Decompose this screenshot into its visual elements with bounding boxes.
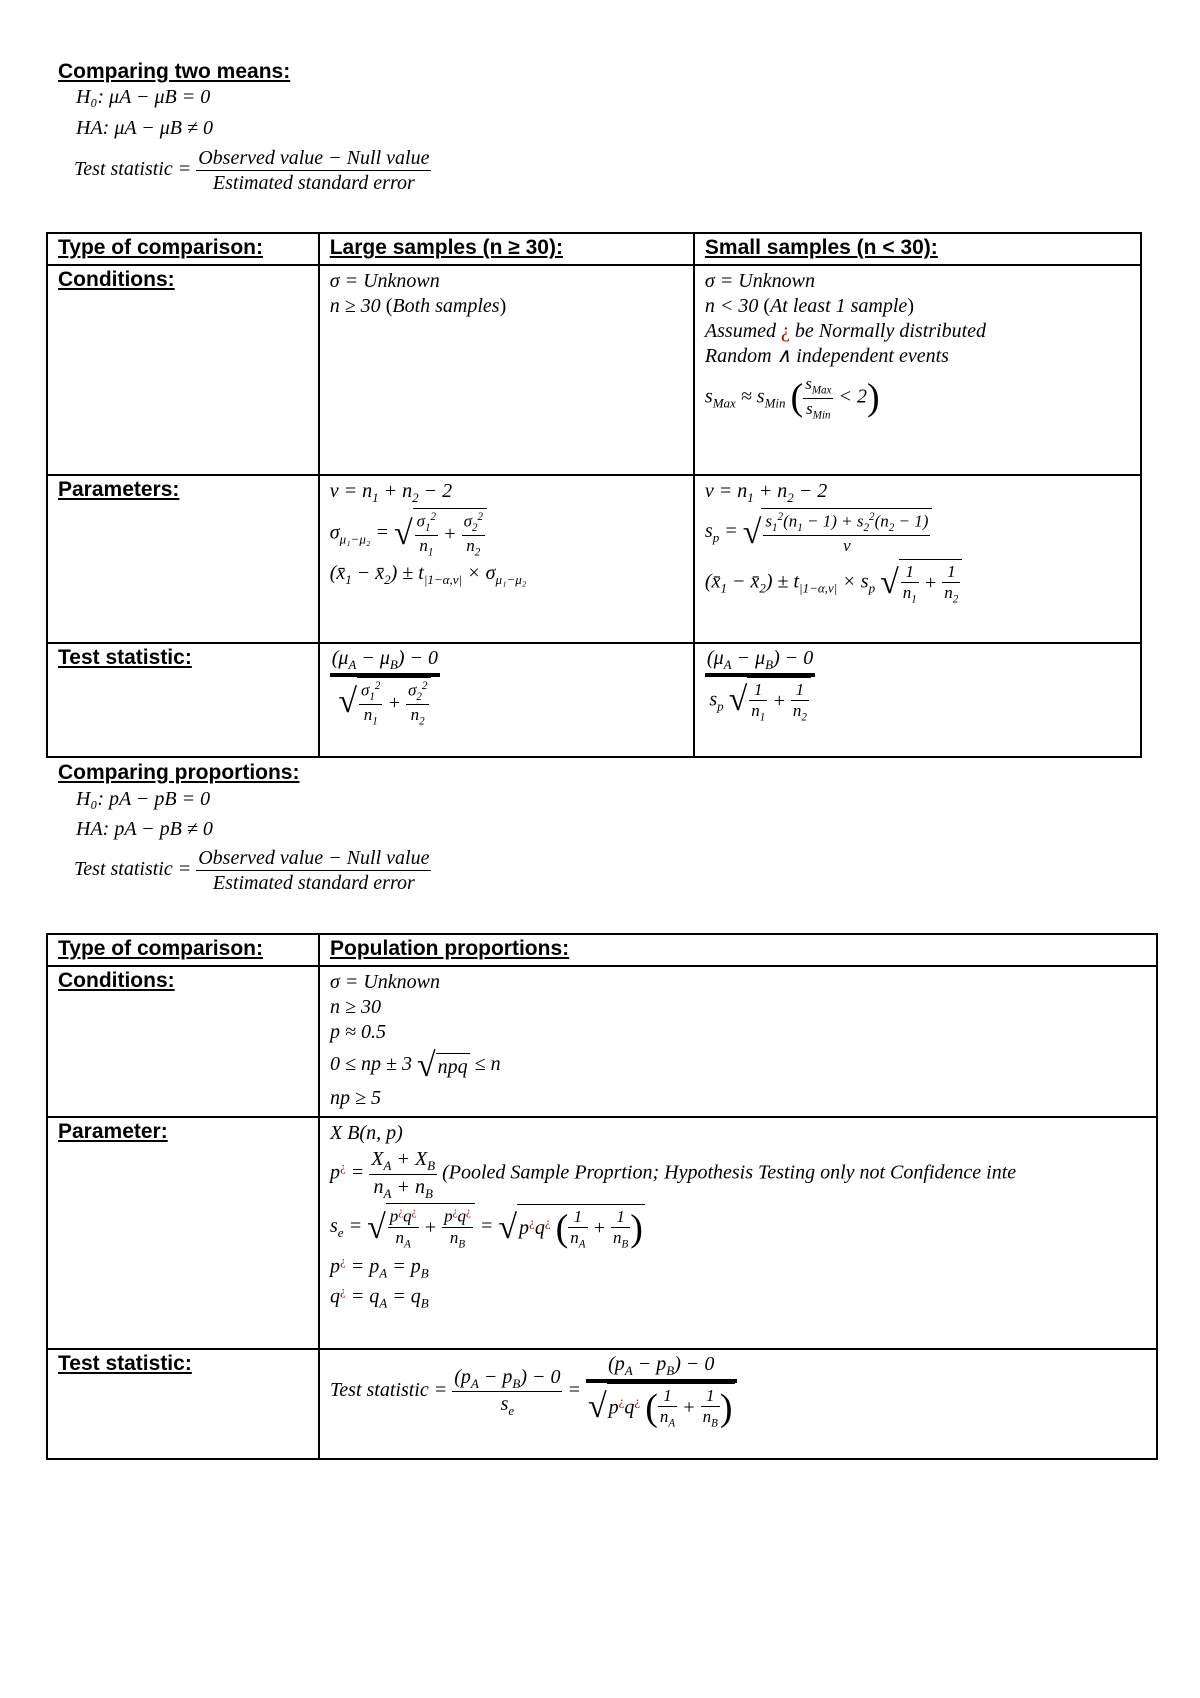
means-null-hypothesis-formula: H₀: μA − μB = 0 — [76, 86, 211, 108]
header-type-of-comparison: Type of comparison: — [58, 236, 263, 259]
small-parameters-cell: $\nu = n_1 + n_2 - 2$ $s_p$ = √ $\frac{s_1^2(n_1 - 1) + s_2^2(n_2 - 1)}{\nu}$ ($x̄_1$ − $x̄_2) \pm t_{|1-\alpha,\nu|} \times s_p$ √ $\frac{1}{n_1}$ + $\frac{1}{n_2}$ — [694, 475, 1141, 643]
test-statistic-row — [47, 1349, 1157, 1459]
unknown-char-glyph: ¿ — [781, 320, 790, 342]
proportions-null-hypothesis-formula: H₀: pA − pB = 0 — [76, 788, 211, 810]
observed-minus-null: Observed value − Null value — [198, 147, 430, 169]
test-statistic-label: Test statistic = — [74, 858, 192, 881]
large-test-statistic-cell: $(\mu_A - \mu_B) - 0$ √ $\frac{\sigma_1^2}{n_1}$ + $\frac{\sigma_2^2}{n_2}$ — [319, 643, 694, 757]
small-test-statistic-cell: $(\mu_A - \mu_B) - 0$ $s_p$ √ $\frac{1}{n_1}$ + $\frac{1}{n_2}$ — [694, 643, 1141, 757]
proportions-null-hypothesis — [76, 788, 210, 811]
proportions-test-statistic-definition — [74, 846, 431, 895]
header-type-of-comparison: Type of comparison: — [58, 937, 263, 960]
small-conditions-cell: σ = Unknown n < 30 (At least 1 sample) Assumed ¿ be Normally distributed Random ∧ independent events $s_{Max} \approx s_{Min}$ ( $\frac{s_{Max}}{s_{Min}}$ < 2) — [694, 265, 1141, 475]
test-statistic-label: Test statistic = — [74, 158, 192, 181]
proportion-conditions-cell: σ = Unknown n ≥ 30 p ≈ 0.5 0 ≤ np ± 3 √ npq ≤ n np ≥ 5 — [319, 966, 1157, 1117]
estimated-standard-error: Estimated standard error — [212, 872, 415, 894]
means-comparison-table — [46, 232, 1142, 758]
means-alt-hypothesis — [76, 117, 213, 140]
table-header-row — [47, 233, 1141, 265]
header-population-proportions: Population proportions: — [330, 937, 570, 960]
test-statistic-row — [47, 643, 1141, 757]
pooled-proportion-note: (Pooled Sample Proprtion; Hypothesis Testing only not Confidence inte — [442, 1161, 1017, 1184]
parameter-row — [47, 1117, 1157, 1349]
row-label-test-statistic: Test statistic: — [58, 1352, 192, 1376]
row-label-test-statistic: Test statistic: — [58, 646, 192, 669]
header-large-samples: Large samples (n ≥ 30): — [329, 236, 563, 259]
observed-minus-null: Observed value − Null value — [198, 847, 430, 869]
row-label-conditions: Conditions: — [58, 268, 175, 291]
conditions-row — [47, 966, 1157, 1117]
table-header-row — [47, 934, 1157, 966]
proportion-parameter-cell: X B(n, p) p¿ = $\frac{X_A + X_B}{n_A + n_B}$ (Pooled Sample Proprtion; Hypothesis Testing only not Confidence inte $s_e$ = √ $\frac{p^¿q^¿}{n_A}$ + $\frac{p^¿q^¿}{n_B}$ = √ p¿q¿ ( $\frac{1}{n_A}$ + $\frac{1}{n_B}$ ) $p^¿ = p_A = p_B$ $q^¿ = q_A = q_B$ — [319, 1117, 1157, 1349]
estimated-standard-error: Estimated standard error — [212, 172, 415, 194]
proportions-section-title: Comparing proportions: — [58, 761, 300, 784]
conditions-row — [47, 265, 1141, 475]
row-label-parameters: Parameters: — [58, 478, 180, 501]
means-alt-hypothesis-formula: HA: μA − μB ≠ 0 — [76, 117, 213, 139]
proportions-comparison-table — [46, 933, 1158, 1460]
binomial-distribution: X B(n, p) — [330, 1122, 403, 1145]
means-null-hypothesis — [76, 86, 210, 109]
proportion-test-statistic-cell: Test statistic = $\frac{(p_A - p_B) - 0}{s_e}$ = $(p_A - p_B) - 0$ √ p¿q¿ ( $\frac{1}{n_A}$ + $\frac{1}{n_B}$ ) — [319, 1349, 1157, 1459]
large-conditions-cell: σ = Unknown n ≥ 30 (Both samples) — [319, 265, 694, 475]
means-test-statistic-definition — [74, 146, 431, 195]
parameters-row — [47, 475, 1141, 643]
header-small-samples: Small samples (n < 30): — [704, 236, 938, 259]
means-section-title: Comparing two means: — [58, 60, 291, 83]
proportions-alt-hypothesis-formula: HA: pA − pB ≠ 0 — [76, 818, 213, 840]
large-parameters-cell: $\nu = n_1 + n_2 - 2$ $\sigma_{\mu_1-\mu_2}$ = √ $\frac{\sigma_1^2}{n_1}$ + $\frac{\sigma_2^2}{n_2}$ ($x̄_1$ − $x̄_2) \pm t_{|1-\alpha,\nu|} \times \sigma_{\mu_1-\mu_2}$ — [319, 475, 694, 643]
row-label-parameter: Parameter: — [58, 1120, 168, 1144]
proportions-alt-hypothesis — [76, 818, 213, 841]
row-label-conditions: Conditions: — [58, 969, 175, 992]
